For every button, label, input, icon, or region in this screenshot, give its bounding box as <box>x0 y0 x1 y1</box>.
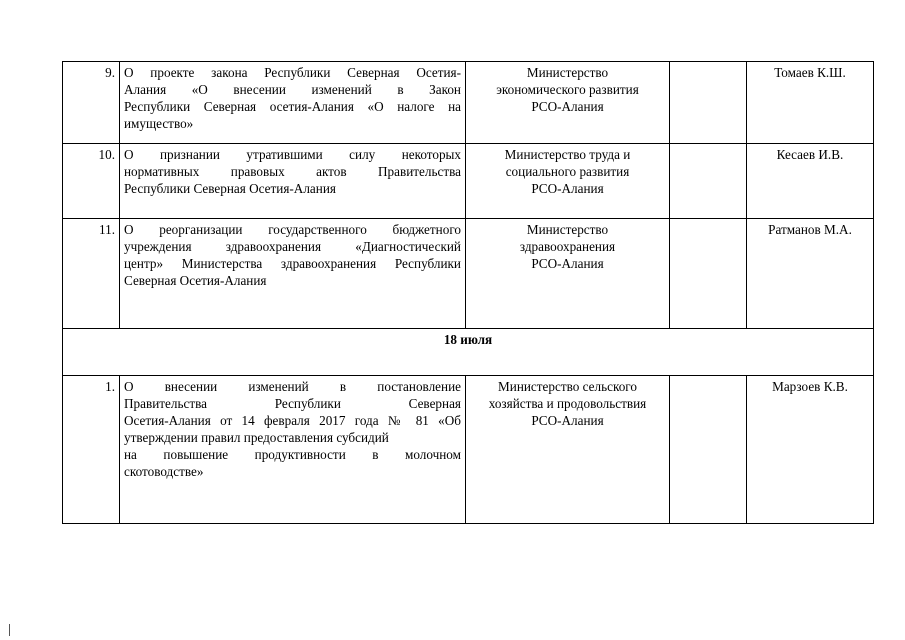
item-title <box>120 219 466 329</box>
responsible-person: Кесаев И.В. <box>747 144 874 219</box>
title-line: утверждении правил предоставления субсидий <box>124 430 389 445</box>
title-line: центр» Министерства здравоохранения Республики <box>124 256 461 271</box>
empty-cell <box>670 219 747 329</box>
responsible-organization <box>466 219 670 329</box>
empty-cell <box>670 376 747 524</box>
empty-cell <box>670 62 747 144</box>
title-line: имущество» <box>124 116 194 131</box>
org-line: экономического развития <box>496 82 639 97</box>
title-line: учреждения здравоохранения «Диагностический <box>124 239 461 254</box>
org-line: хозяйства и продовольствия <box>488 396 647 411</box>
responsible-organization <box>466 376 670 524</box>
org-line: Министерство <box>526 65 609 80</box>
table-row <box>63 376 874 524</box>
table-row <box>63 144 874 219</box>
date-heading: 18 июля <box>63 329 874 376</box>
responsible-organization <box>466 144 670 219</box>
title-line: О реорганизации государственного бюджетного <box>124 222 461 237</box>
org-line: РСО-Алания <box>531 413 604 428</box>
org-line: РСО-Алания <box>531 99 604 114</box>
item-number: 9. <box>63 62 120 144</box>
org-line: здравоохранения <box>519 239 616 254</box>
table-row <box>63 219 874 329</box>
title-line: О внесении изменений в постановление <box>124 379 461 394</box>
agenda-table <box>62 61 874 524</box>
org-line: РСО-Алания <box>531 181 604 196</box>
org-line: Министерство сельского <box>498 379 637 394</box>
item-number: 11. <box>63 219 120 329</box>
table-row <box>63 62 874 144</box>
title-line: Правительства Республики Северная <box>124 396 461 411</box>
title-line: скотоводстве» <box>124 464 204 479</box>
responsible-person: Томаев К.Ш. <box>747 62 874 144</box>
scan-margin-mark <box>9 624 10 636</box>
org-line: Министерство <box>526 222 609 237</box>
item-title <box>120 62 466 144</box>
title-line: Республики Северная осетия-Алания «О налоге на <box>124 99 461 114</box>
title-line: Алания «О внесении изменений в Закон <box>124 82 461 97</box>
org-line: РСО-Алания <box>531 256 604 271</box>
title-line: О проекте закона Республики Северная Осетия- <box>124 65 461 80</box>
item-number: 10. <box>63 144 120 219</box>
responsible-person: Марзоев К.В. <box>747 376 874 524</box>
item-title <box>120 144 466 219</box>
org-line: Министерство труда и <box>504 147 631 162</box>
org-line: социального развития <box>505 164 630 179</box>
empty-cell <box>670 144 747 219</box>
title-line: Республики Северная Осетия-Алания <box>124 181 336 196</box>
responsible-person: Ратманов М.А. <box>747 219 874 329</box>
title-line: Осетия-Алания от 14 февраля 2017 года № 81 «Об <box>124 413 461 428</box>
item-title <box>120 376 466 524</box>
title-line: на повышение продуктивности в молочном <box>124 447 461 462</box>
title-line: нормативных правовых актов Правительства <box>124 164 461 179</box>
date-heading-row <box>63 329 874 376</box>
responsible-organization <box>466 62 670 144</box>
item-number: 1. <box>63 376 120 524</box>
title-line: Северная Осетия-Алания <box>124 273 267 288</box>
title-line: О признании утратившими силу некоторых <box>124 147 461 162</box>
